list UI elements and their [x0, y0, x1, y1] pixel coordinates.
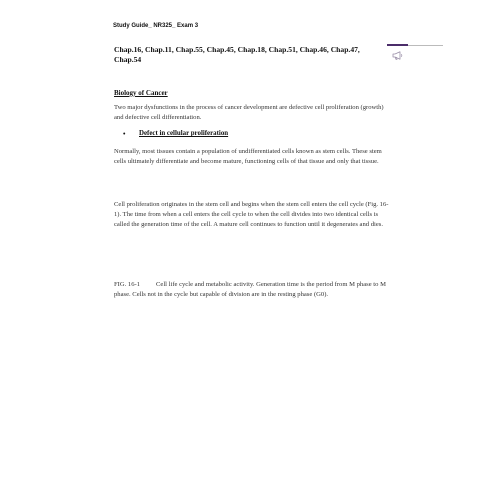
figure-caption-text: Cell life cycle and metabolic activity. Generation time is the period from M phase to M phase. Cells not in the cycle but capable of division are in the resting phase (G0).	[114, 281, 386, 298]
page-header: Study Guide_ NR325_ Exam 3	[113, 23, 199, 29]
figure-label: FIG. 16-1	[114, 281, 141, 288]
accent-bar-highlight	[387, 44, 408, 46]
bullet-heading: Defect in cellular proliferation	[139, 130, 229, 137]
chapter-list: Chap.16, Chap.11, Chap.55, Chap.45, Chap.18, Chap.51, Chap.46, Chap.47, Chap.54	[114, 45, 360, 64]
section-title: Biology of Cancer	[114, 89, 168, 97]
megaphone-icon	[392, 51, 404, 60]
proliferation-paragraph: Cell proliferation originates in the stem cell and begins when the stem cell enters the cell cycle (Fig. 16-1). The time from when a cell enters the cell cycle to when the cell divides into two identical cells is called the generation time of the cell. A mature cell continues to function until it degenerates and dies.	[114, 201, 389, 228]
intro-paragraph: Two major dysfunctions in the process of cancer development are defective cell proliferation (growth) and defective cell differentiation.	[114, 104, 384, 121]
bullet-dot: •	[123, 130, 126, 138]
accent-bar	[387, 45, 443, 46]
figure-caption	[114, 280, 390, 300]
stem-cells-paragraph: Normally, most tissues contain a population of undifferentiated cells known as stem cells. These stem cells ultimately differentiate and become mature, functioning cells of that tissue and only that tissue.	[114, 148, 382, 165]
